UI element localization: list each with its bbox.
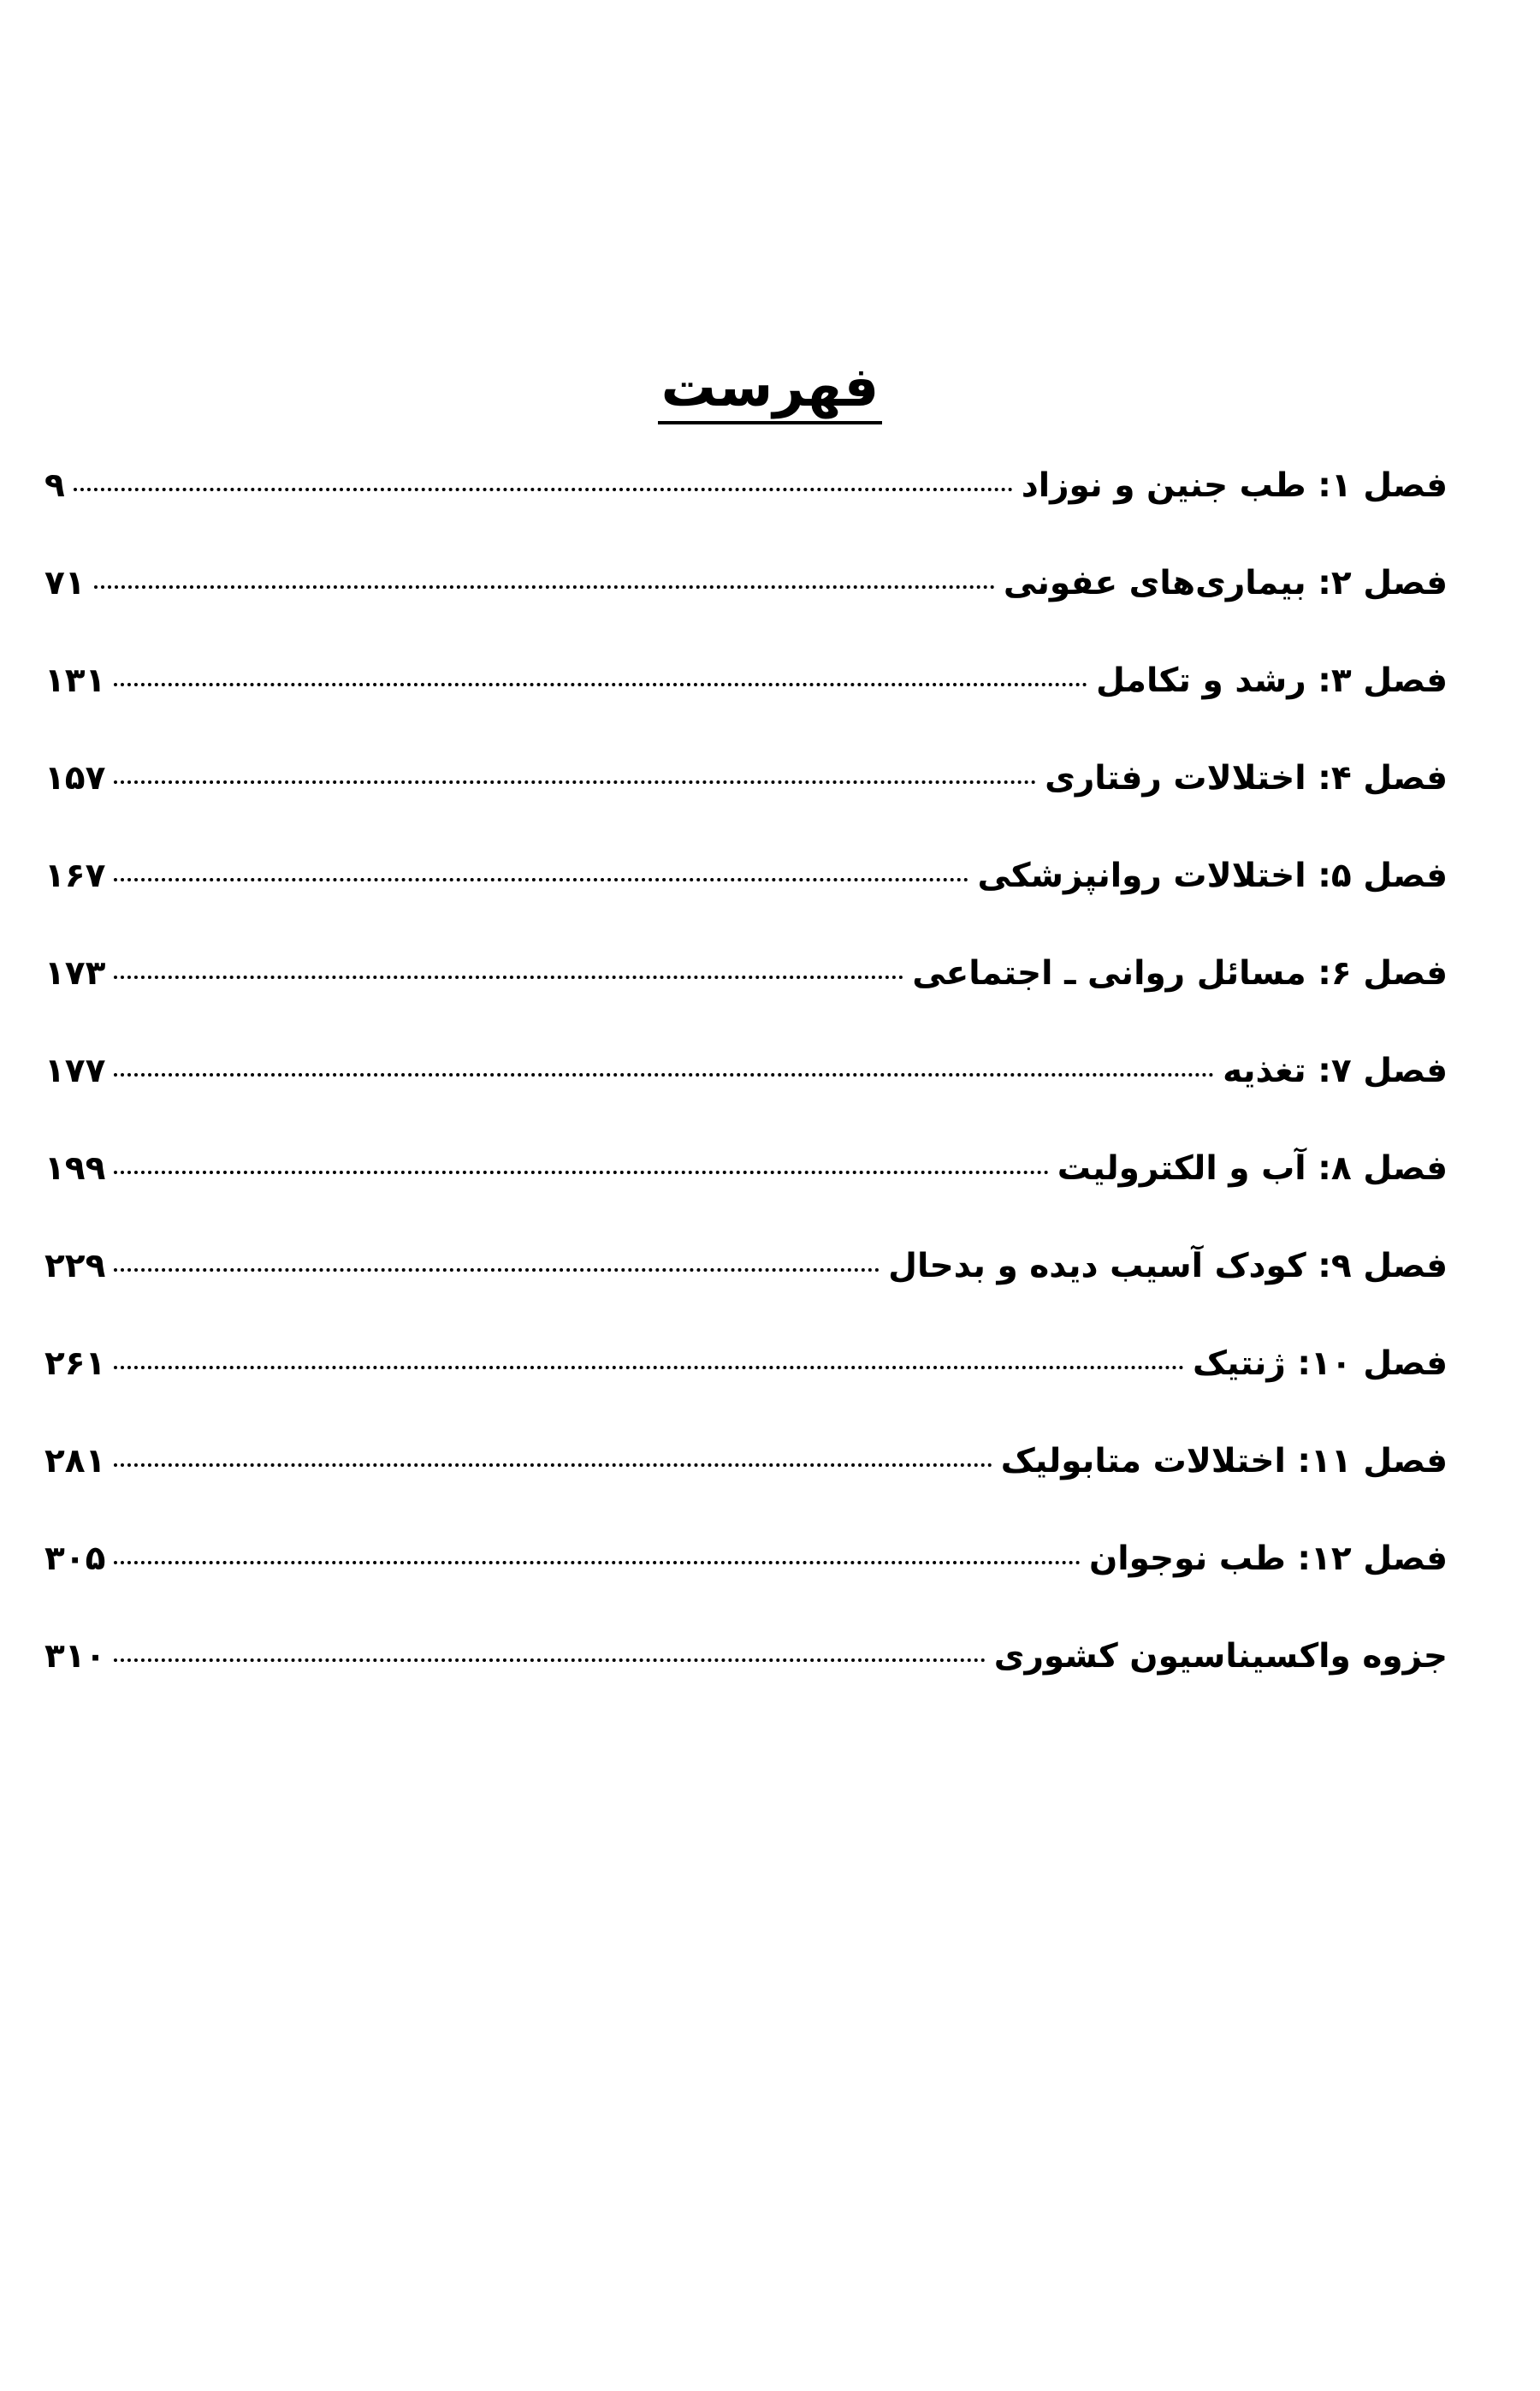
- toc-page-number: ۱۷۷: [44, 1052, 106, 1090]
- toc-page-number: ۲۶۱: [44, 1344, 106, 1383]
- toc-page-number: ۱۹۹: [44, 1149, 106, 1188]
- toc-entry-title: فصل ۷: تغذیه: [1223, 1052, 1448, 1090]
- toc-entry-title: فصل ۹: کودک آسیب دیده و بدحال: [888, 1247, 1448, 1285]
- toc-page-number: ۳۱۰: [44, 1637, 106, 1676]
- dot-leader: [114, 1463, 992, 1467]
- dot-leader: [114, 1658, 985, 1662]
- toc-entry[interactable]: [44, 662, 1448, 759]
- toc-entry-title: فصل ۸: آب و الکترولیت: [1057, 1149, 1448, 1188]
- dot-leader: [114, 1366, 1184, 1369]
- toc-entry-title: فصل ۱۰: ژنتیک: [1192, 1344, 1448, 1383]
- toc-entry[interactable]: [44, 857, 1448, 954]
- dot-leader: [114, 780, 1036, 784]
- toc-page-number: ۱۷۳: [44, 954, 106, 993]
- toc-entry[interactable]: [44, 466, 1448, 564]
- toc-page-number: ۱۶۷: [44, 857, 106, 895]
- dot-leader: [114, 1268, 880, 1272]
- toc-page-number: ۷۱: [44, 564, 86, 602]
- toc-page-number: ۱۵۷: [44, 759, 106, 798]
- toc-entry[interactable]: [44, 1540, 1448, 1637]
- dot-leader: [114, 1171, 1048, 1174]
- table-of-contents: [44, 466, 1448, 1735]
- toc-page-number: ۹: [44, 466, 65, 505]
- dot-leader: [94, 585, 995, 589]
- toc-entry-title: فصل ۲: بیماری‌های عفونی: [1003, 564, 1448, 602]
- dot-leader: [114, 976, 903, 979]
- toc-entry[interactable]: [44, 954, 1448, 1052]
- toc-page-number: ۱۳۱: [44, 662, 106, 700]
- toc-entry[interactable]: [44, 1247, 1448, 1344]
- toc-entry-title: فصل ۱: طب جنین و نوزاد: [1021, 466, 1448, 505]
- toc-page-number: ۲۸۱: [44, 1442, 106, 1480]
- dot-leader: [114, 683, 1087, 686]
- toc-page-number: ۲۲۹: [44, 1247, 106, 1285]
- dot-leader: [74, 488, 1013, 491]
- toc-entry-title: فصل ۶: مسائل روانی ـ اجتماعی: [912, 954, 1448, 993]
- toc-entry[interactable]: [44, 1052, 1448, 1149]
- toc-entry[interactable]: [44, 759, 1448, 857]
- toc-entry-title: فصل ۱۱: اختلالات متابولیک: [1000, 1442, 1448, 1480]
- toc-entry-title: فصل ۵: اختلالات روانپزشکی: [977, 857, 1448, 895]
- toc-entry[interactable]: [44, 1637, 1448, 1735]
- toc-entry-title: فصل ۳: رشد و تکامل: [1096, 662, 1448, 700]
- toc-entry[interactable]: [44, 1149, 1448, 1247]
- toc-entry[interactable]: [44, 564, 1448, 662]
- toc-entry[interactable]: [44, 1344, 1448, 1442]
- dot-leader: [114, 878, 968, 881]
- toc-entry[interactable]: [44, 1442, 1448, 1540]
- toc-entry-title: جزوه واکسیناسیون کشوری: [993, 1637, 1448, 1676]
- toc-page-number: ۳۰۵: [44, 1540, 106, 1578]
- dot-leader: [114, 1561, 1081, 1564]
- toc-entry-title: فصل ۴: اختلالات رفتاری: [1045, 759, 1448, 798]
- dot-leader: [114, 1073, 1214, 1077]
- page-title-text: فهرست: [658, 358, 883, 424]
- toc-entry-title: فصل ۱۲: طب نوجوان: [1088, 1540, 1448, 1578]
- page-title: [0, 358, 1540, 424]
